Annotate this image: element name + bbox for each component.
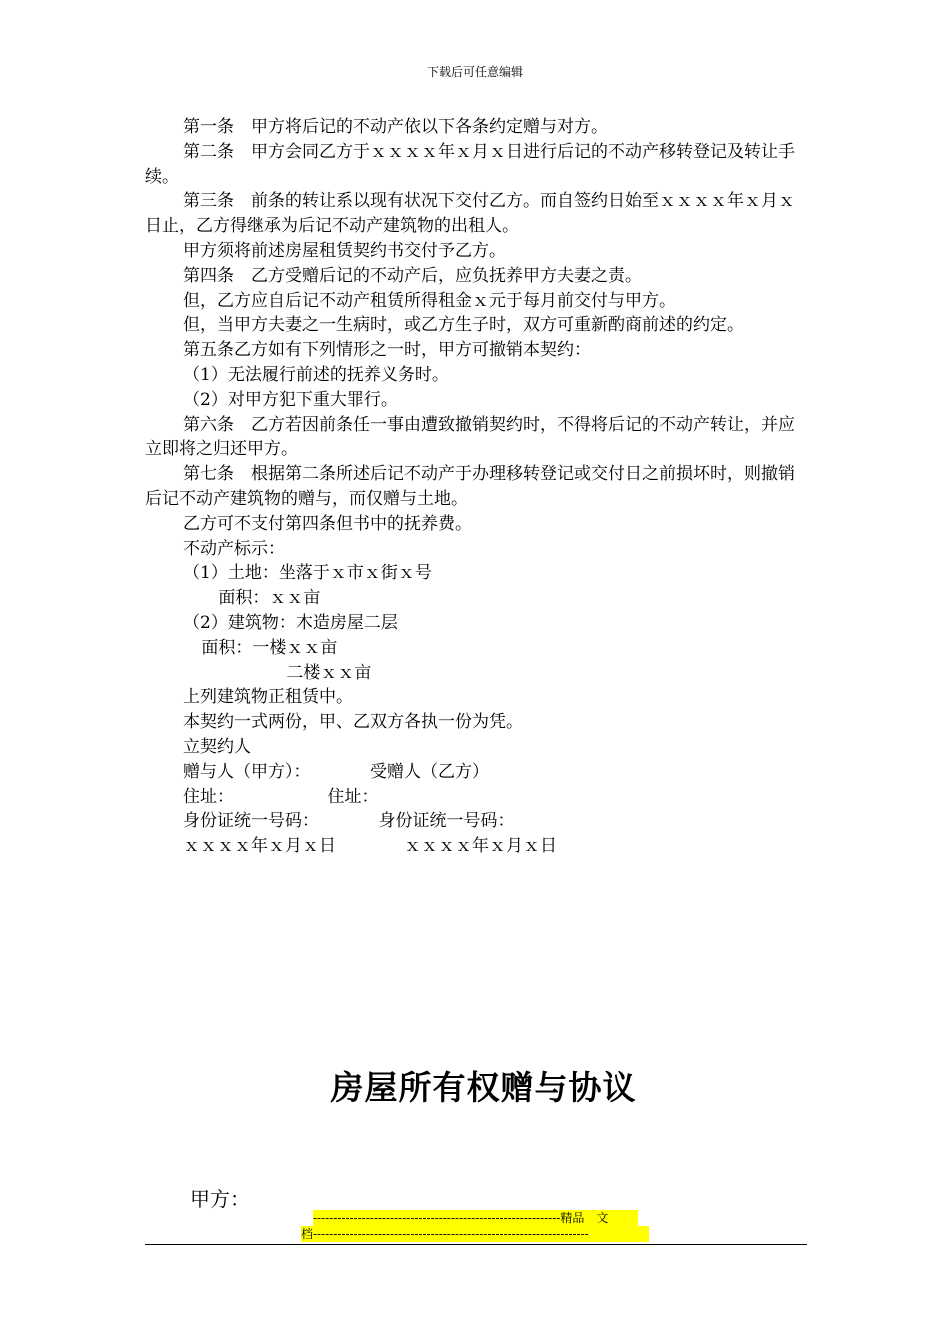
contract-line: 第三条 前条的转让系以现有状况下交付乙方。而自签约日始至ｘｘｘｘ年ｘ月ｘ日止，乙方得继承为后记不动产建筑物的出租人。	[145, 191, 795, 237]
contract-line: 身份证统一号码： 身份证统一号码：	[183, 811, 515, 832]
contract-line: ｘｘｘｘ年ｘ月ｘ日 ｘｘｘｘ年ｘ月ｘ日	[183, 836, 557, 857]
contract-line: 第七条 根据第二条所述后记不动产于办理移转登记或交付日之前损坏时，则撤销后记不动产建筑物的赠与，而仅赠与土地。	[145, 464, 795, 509]
document-title: 房屋所有权赠与协议	[330, 1068, 637, 1107]
contract-line: 第一条 甲方将后记的不动产依以下各条约定赠与对方。	[183, 117, 608, 137]
contract-line: 本契约一式两份，甲、乙双方各执一份为凭。	[183, 712, 523, 733]
contract-line: 乙方可不支付第四条但书中的抚养费。	[183, 513, 472, 534]
contract-line: 第四条 乙方受赠后记的不动产后，应负抚养甲方夫妻之责。	[183, 265, 642, 286]
contract-line: 第五条乙方如有下列情形之一时，甲方可撤销本契约：	[183, 340, 591, 361]
contract-line: （2）对甲方犯下重大罪行。	[183, 389, 398, 410]
contract-line: （1）土地：坐落于ｘ市ｘ街ｘ号	[183, 563, 432, 584]
contract-line: 第六条 乙方若因前条任一事由遭致撤销契约时，不得将后记的不动产转让，并应立即将之归还甲方。	[145, 414, 795, 460]
contract-line: 赠与人（甲方）： 受赠人（乙方）	[183, 761, 489, 782]
contract-line: 不动产标示：	[183, 538, 285, 559]
contract-body	[145, 115, 810, 859]
contract-line: 但，乙方应自后记不动产租赁所得租金ｘ元于每月前交付与甲方。	[183, 290, 676, 311]
download-note: 下载后可任意编辑	[426, 65, 523, 79]
contract-line: 面积：ｘｘ亩	[145, 588, 321, 609]
contract-line: （2）建筑物：木造房屋二层	[183, 612, 398, 633]
contract-line: 第二条 甲方会同乙方于ｘｘｘｘ年ｘ月ｘ日进行后记的不动产移转登记及转让手续。	[145, 141, 795, 187]
contract-line: 住址： 住址：	[183, 786, 379, 807]
contract-line: （1）无法履行前述的抚养义务时。	[183, 364, 449, 385]
contract-line: 但，当甲方夫妻之一生病时，或乙方生子时，双方可重新酌商前述的约定。	[183, 315, 744, 336]
footer-rule	[145, 1244, 807, 1245]
contract-line: 二楼ｘｘ亩	[145, 662, 372, 683]
contract-line: 面积：一楼ｘｘ亩	[145, 637, 338, 658]
contract-line: 甲方须将前述房屋租赁契约书交付予乙方。	[183, 240, 506, 261]
contract-line: 上列建筑物正租赁中。	[183, 687, 353, 708]
footer-watermark-line-1: -------------------------------------------------------------精品 文	[313, 1210, 638, 1226]
contract-line: 立契约人	[183, 736, 251, 757]
footer-watermark-line-2: 档--------------------------------------------------------------------	[301, 1226, 649, 1242]
party-a-label: 甲方：	[190, 1187, 250, 1211]
